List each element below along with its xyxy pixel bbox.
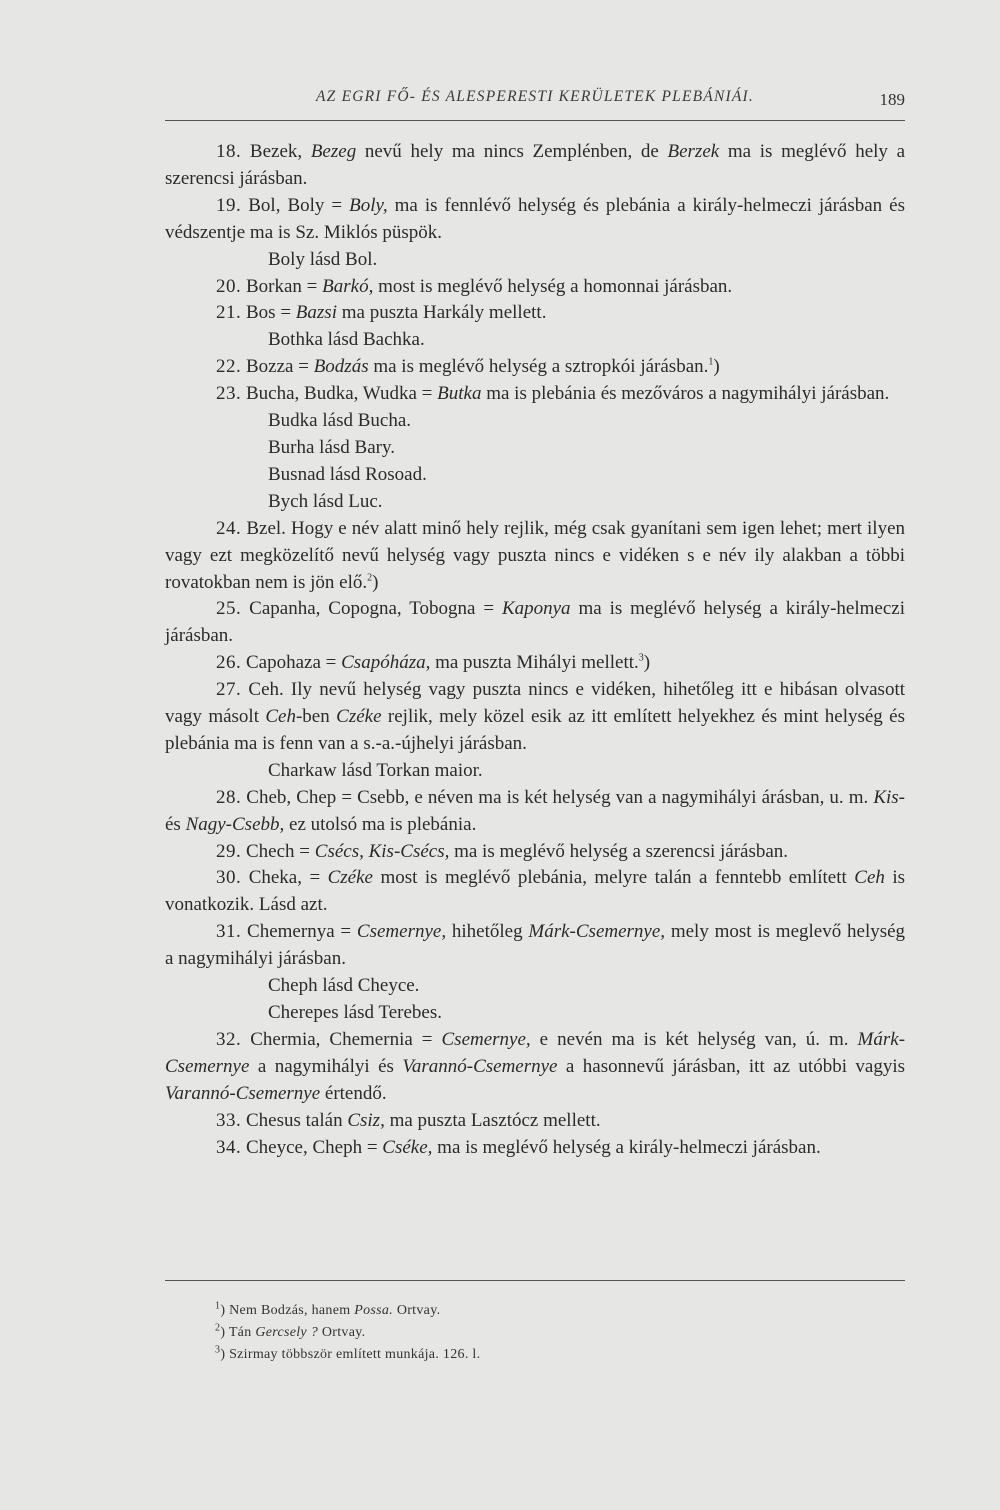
crossref-burha: Burha lásd Bary.	[268, 436, 395, 458]
entry-26: 26. Capohaza = Csapóháza, ma puszta Mihályi mellett.$^3$)	[216, 652, 651, 674]
running-title: AZ EGRI FŐ- ÉS ALESPERESTI KERÜLETEK PLEBÁNIÁI.	[316, 88, 754, 105]
footnote-ref-2: 2	[367, 572, 373, 584]
entry-27: 27. Ceh. Ily nevű helység vagy puszta nincs e vidéken, hihetőleg itt e hibásan olvasott vagy másolt Ceh-ben Czéke rejlik, mely közel esik az itt említett helyekhez és mint helység és plebánia ma is fenn van a s.-a.-újhelyi járásban.	[165, 679, 906, 754]
entry-20: 20. Borkan = Barkó, most is meglévő helység a homonnai járásban.	[216, 275, 733, 297]
entry-21: 21. Bos = Bazsi ma puszta Harkály mellett.	[216, 302, 547, 324]
footnote-2: $^2$) Tán Gercsely ? Ortvay.	[215, 1322, 366, 1340]
entry-23: 23. Bucha, Budka, Wudka = Butka ma is plebánia és mezőváros a nagymihályi járásban.	[216, 383, 890, 405]
page-number: 189	[879, 90, 905, 109]
entry-18: 18. Bezek, Bezeg nevű hely ma nincs Zemplénben, de Berzek ma is meglévő hely a szerencsi járásban.	[165, 141, 906, 189]
crossref-charkaw: Charkaw lásd Torkan maior.	[268, 759, 483, 781]
header-rule	[165, 120, 905, 121]
crossref-cheph: Cheph lásd Cheyce.	[268, 975, 420, 997]
entry-22: 22. Bozza = Bodzás ma is meglévő helység a sztropkói járásban.$^1$)	[216, 356, 720, 378]
footnote-3: $^3$) Szirmay többször említett munkája. 126. l.	[215, 1344, 481, 1362]
entry-24: 24. Bzel. Hogy e név alatt minő hely rejlik, még csak gyanítani sem igen lehet; mert ilyen vagy ezt megközelítő nevű helység vagy puszta nincs e vidéken s e név ily alakban a többi rovatokban nem is jön elő.$^2$)	[165, 517, 906, 593]
footnote-1: $^1$) Nem Bodzás, hanem Possa. Ortvay.	[215, 1300, 441, 1318]
entry-28: 28. Cheb, Chep = Csebb, e néven ma is két helység van a nagymihályi árásban, u. m. Kis- és Nagy-Csebb, ez utolsó ma is plebánia.	[165, 786, 905, 835]
footnotes	[215, 1300, 815, 1366]
entry-19: 19. Bol, Boly = Boly, ma is fennlévő helység és plebánia a király-helmeczi járásban és védszentje ma is Sz. Miklós püspök.	[165, 194, 905, 243]
crossref-boly: Boly lásd Bol.	[268, 248, 378, 270]
entry-31: 31. Chemernya = Csemernye, hihetőleg Márk-Csemernye, mely most is meglevő helység a nagymihályi járásban.	[165, 921, 906, 970]
entry-25: 25. Capanha, Copogna, Tobogna = Kaponya ma is meglévő helység a király-helmeczi járásban.	[165, 598, 905, 647]
page-header	[165, 88, 905, 114]
crossref-bych: Bych lásd Luc.	[268, 490, 383, 512]
crossref-budka: Budka lásd Bucha.	[268, 410, 412, 432]
entry-34: 34. Cheyce, Cheph = Cséke, ma is meglévő helység a király-helmeczi járásban.	[216, 1136, 821, 1158]
main-text	[165, 139, 905, 1161]
entry-30: 30. Cheka, = Czéke most is meglévő plebánia, melyre talán a fenntebb említett Ceh is vonatkozik. Lásd azt.	[165, 867, 906, 916]
entry-32: 32. Chermia, Chemernia = Csemernye, e nevén ma is két helység van, ú. m. Márk-Csemernye a nagymihályi és Varannó-Csemernye a hasonnevű járásban, itt az utóbbi vagyis Varannó-Csemernye értendő.	[165, 1028, 906, 1104]
crossref-bothka: Bothka lásd Bachka.	[268, 329, 425, 351]
crossref-cherepes: Cherepes lásd Terebes.	[268, 1002, 443, 1023]
entry-29: 29. Chech = Csécs, Kis-Csécs, ma is meglévő helység a szerencsi járásban.	[216, 840, 789, 862]
crossref-busnad: Busnad lásd Rosoad.	[268, 463, 427, 485]
footnote-rule	[165, 1280, 905, 1281]
entry-33: 33. Chesus talán Csiz, ma puszta Lasztócz mellett.	[216, 1109, 601, 1131]
footnote-ref-1: 1	[708, 356, 714, 368]
footnote-ref-3: 3	[638, 652, 644, 664]
